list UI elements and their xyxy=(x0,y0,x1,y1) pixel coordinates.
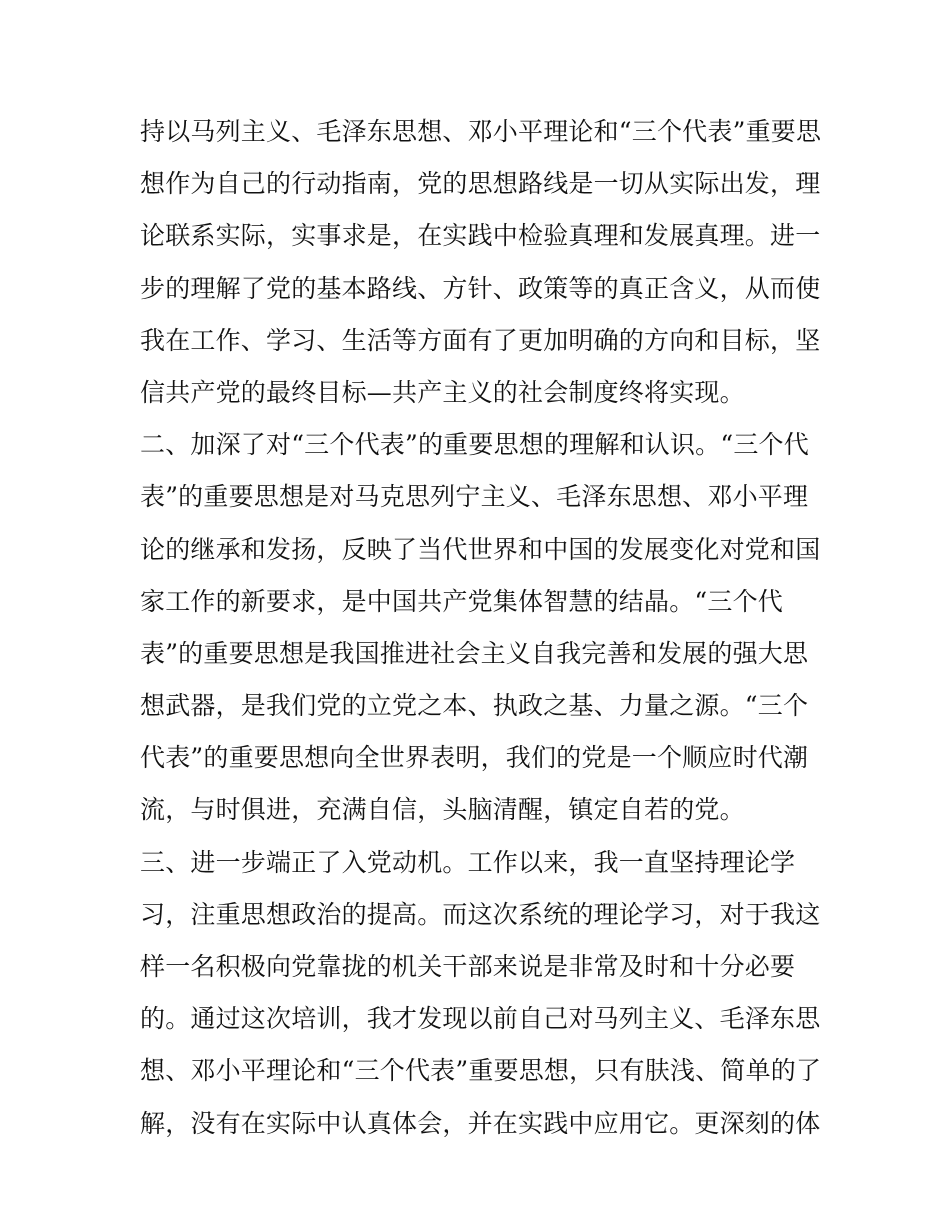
text-line: 持以马列主义、毛泽东思想、邓小平理论和“三个代表”重要思 xyxy=(140,117,822,146)
text-line: 想武器，是我们党的立党之本、执政之基、力量之源。“三个 xyxy=(140,691,809,721)
text-line: 表”的重要思想是我国推进社会主义自我完善和发展的强大思 xyxy=(140,638,809,668)
text-line: 家工作的新要求，是中国共产党集体智慧的结晶。“三个代 xyxy=(140,586,783,616)
text-line: 代表”的重要思想向全世界表明，我们的党是一个顺应时代潮 xyxy=(140,743,809,773)
text-line: 想、邓小平理论和“三个代表”重要思想，只有肤浅、简单的了 xyxy=(140,1056,822,1086)
text-line: 我在工作、学习、生活等方面有了更加明确的方向和目标，坚 xyxy=(140,325,821,355)
text-line: 习，注重思想政治的提高。而这次系统的理论学习，对于我这 xyxy=(140,899,821,929)
text-line: 三、进一步端正了入党动机。工作以来，我一直坚持理论学 xyxy=(140,847,796,877)
text-line: 论联系实际，实事求是，在实践中检验真理和发展真理。进一 xyxy=(140,221,821,251)
text-line: 步的理解了党的基本路线、方针、政策等的真正含义，从而使 xyxy=(140,273,821,303)
text-line: 二、加深了对“三个代表”的重要思想的理解和认识。“三个代 xyxy=(140,430,809,460)
text-line: 的。通过这次培训，我才发现以前自己对马列主义、毛泽东思 xyxy=(140,1004,821,1034)
text-line: 解，没有在实际中认真体会，并在实践中应用它。更深刻的体 xyxy=(140,1108,821,1138)
body-text xyxy=(140,106,820,1150)
text-line: 想作为自己的行动指南，党的思想路线是一切从实际出发，理 xyxy=(140,169,821,199)
text-line: 论的继承和发扬，反映了当代世界和中国的发展变化对党和国 xyxy=(140,534,821,564)
text-line: 流，与时俱进，充满自信，头脑清醒，镇定自若的党。 xyxy=(140,795,745,825)
text-line: 信共产党的最终目标—共产主义的社会制度终将实现。 xyxy=(140,377,745,407)
text-line: 表”的重要思想是对马克思列宁主义、毛泽东思想、邓小平理 xyxy=(140,482,809,512)
text-line: 样一名积极向党靠拢的机关干部来说是非常及时和十分必要 xyxy=(140,952,796,981)
